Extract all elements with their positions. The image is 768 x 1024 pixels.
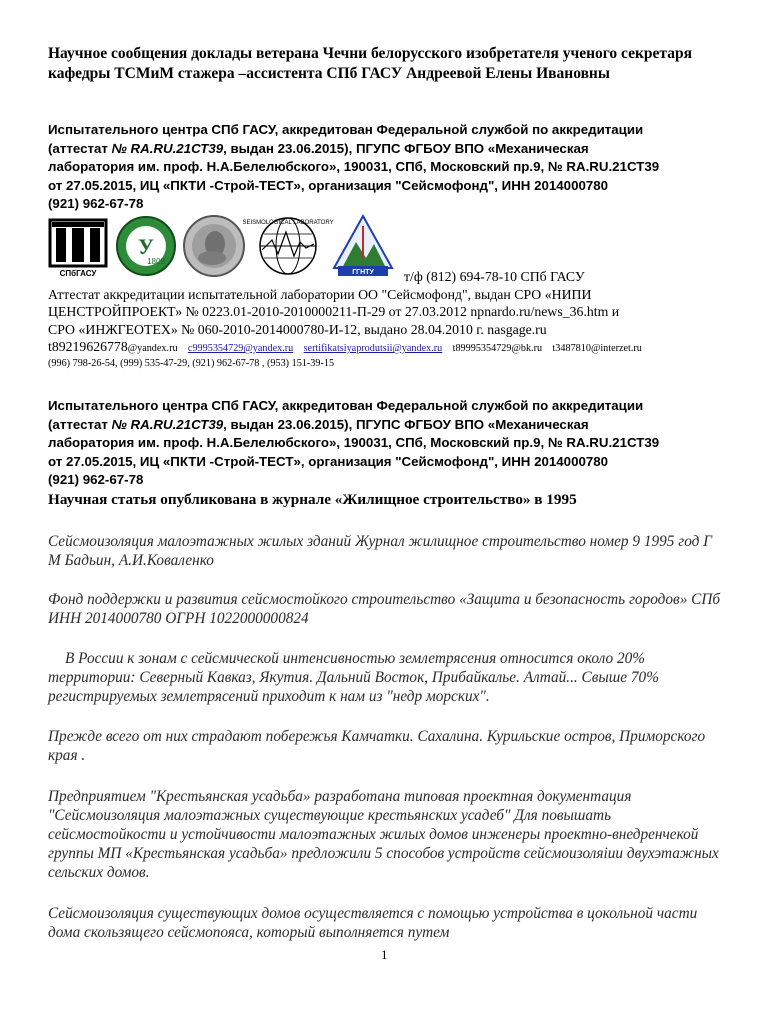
page-number: 1 <box>381 947 388 962</box>
accreditation-line: (921) 962-67-78 <box>48 472 144 487</box>
paragraph: Фонд поддержки и развития сейсмостойкого строительство «Защита и безопасность городов» СПб ИНН 2014000780 ОГРН 1022000000824 <box>48 591 721 627</box>
contacts-line: Аттестат аккредитации испытательной лаборатории ОО "Сейсмофонд", выдан СРО «НИПИ <box>48 286 592 302</box>
accreditation-line: лаборатория им. проф. Н.А.Белелюбского», 190031, СПб, Московский пр.9, № RA.RU.21СТ39 <box>48 435 660 450</box>
paragraph: Предприятием "Крестьянская усадьба» разработана типовая проектная документация "Сейсмоизоляция малоэтажных существующие крестьянских усадеб" Для повышать сейсмостойкости и устойчивости малоэтажных жилых домов инженеры проектно-внедренчекой группы МП «Крестьянская усадьба» предложили 5 способов устройств сейсмоизоляiuu двухэтажных сельских домов. <box>48 788 719 881</box>
accreditation-block-2 <box>48 397 728 490</box>
email-link[interactable]: c9995354729@yandex.ru <box>187 343 294 354</box>
email-line: t89219626778@yandex.ru c9995354729@yandex.ru sertifikatsiyaprodutsii@yandex.ru t89995354729@bk.ru t3487810@interzet.ru <box>48 339 642 354</box>
accreditation-block-1 <box>48 121 728 214</box>
attestat-number: № RA.RU.21СТ39 <box>111 416 224 432</box>
contacts-block <box>48 268 728 372</box>
paragraph: Прежде всего от них страдают побережья Камчатки. Сахалина. Курильские остров, Приморского края . <box>48 728 706 764</box>
accreditation-line: (аттестат № RA.RU.21СТ39, выдан 23.06.2015), ПГУПС ФГБОУ ВПО «Механическая <box>48 416 589 432</box>
svg-text:СПбГАСУ: СПбГАСУ <box>59 269 97 278</box>
document-heading: Научное сообщения доклады ветерана Чечни белорусского изобретателя ученого секретаря кафедры ТСМиМ стажера –ассистента СПб ГАСУ Андреевой Елены Ивановны <box>48 45 692 82</box>
paragraph: В России к зонам с сейсмической интенсивностью землетрясения относится около 20% территории: Северный Кавказ, Якутия. Дальний Восток, Прибайкалье. Алтай... Свыше 70% регистрируемых землетрясений приходит к нам из "недр морских". <box>48 650 659 705</box>
accreditation-line: (аттестат № RA.RU.21СТ39, выдан 23.06.2015), ПГУПС ФГБОУ ВПО «Механическая <box>48 140 589 156</box>
phones-line: (996) 798-26-54, (999) 535-47-29, (921) 962-67-78 , (953) 151-39-15 <box>48 357 335 369</box>
svg-text:У: У <box>137 234 155 259</box>
svg-text:SEISMOLOGICAL LABORATORY: SEISMOLOGICAL LABORATORY <box>242 220 334 226</box>
journal-title: Научная статья опубликована в журнале «Жилищное строительство» в 1995 <box>48 491 577 508</box>
accreditation-line: Испытательного центра СПб ГАСУ, аккредитован Федеральной службой по аккредитации <box>48 398 644 413</box>
email-link[interactable]: sertifikatsiyaprodutsii@yandex.ru <box>303 343 443 354</box>
accreditation-line: от 27.05.2015, ИЦ «ПКТИ -Строй-ТЕСТ», организация "Сейсмофонд", ИНН 2014000780 <box>48 453 609 469</box>
contacts-line: СРО «ИНЖГЕОТЕХ» № 060-2010-2014000780-И-12, выдано 28.04.2010 г. nasgage.ru <box>48 321 547 337</box>
accreditation-line: от 27.05.2015, ИЦ «ПКТИ -Строй-ТЕСТ», организация "Сейсмофонд", ИНН 2014000780 <box>48 177 609 193</box>
paragraph: Сейсмоизоляция малоэтажных жилых зданий Журнал жилищное строительство номер 9 1995 год Г М Бадьин, А.И.Коваленко <box>48 533 712 569</box>
contacts-line: ЦЕНСТРОЙПРОЕКТ» № 0223.01-2010-2010000211-П-29 от 27.03.2012 npnardo.ru/news_36.htm и <box>48 304 620 319</box>
accreditation-line: (921) 962-67-78 <box>48 196 144 211</box>
svg-text:ГГНТУ: ГГНТУ <box>352 269 374 276</box>
accreditation-line: Испытательного центра СПб ГАСУ, аккредитован Федеральной службой по аккредитации <box>48 122 644 137</box>
contacts-phone-line: т/ф (812) 694-78-10 СПб ГАСУ <box>404 269 585 284</box>
svg-text:1809: 1809 <box>147 257 165 266</box>
attestat-number: № RA.RU.21СТ39 <box>111 140 224 156</box>
accreditation-line: лаборатория им. проф. Н.А.Белелюбского», 190031, СПб, Московский пр.9, № RA.RU.21СТ39 <box>48 159 660 174</box>
paragraph: Сейсмоизоляция существующих домов осуществляется с помощью устройства в цокольной части дома скользящего сейсмопояса, который выполняется путем <box>48 905 698 941</box>
